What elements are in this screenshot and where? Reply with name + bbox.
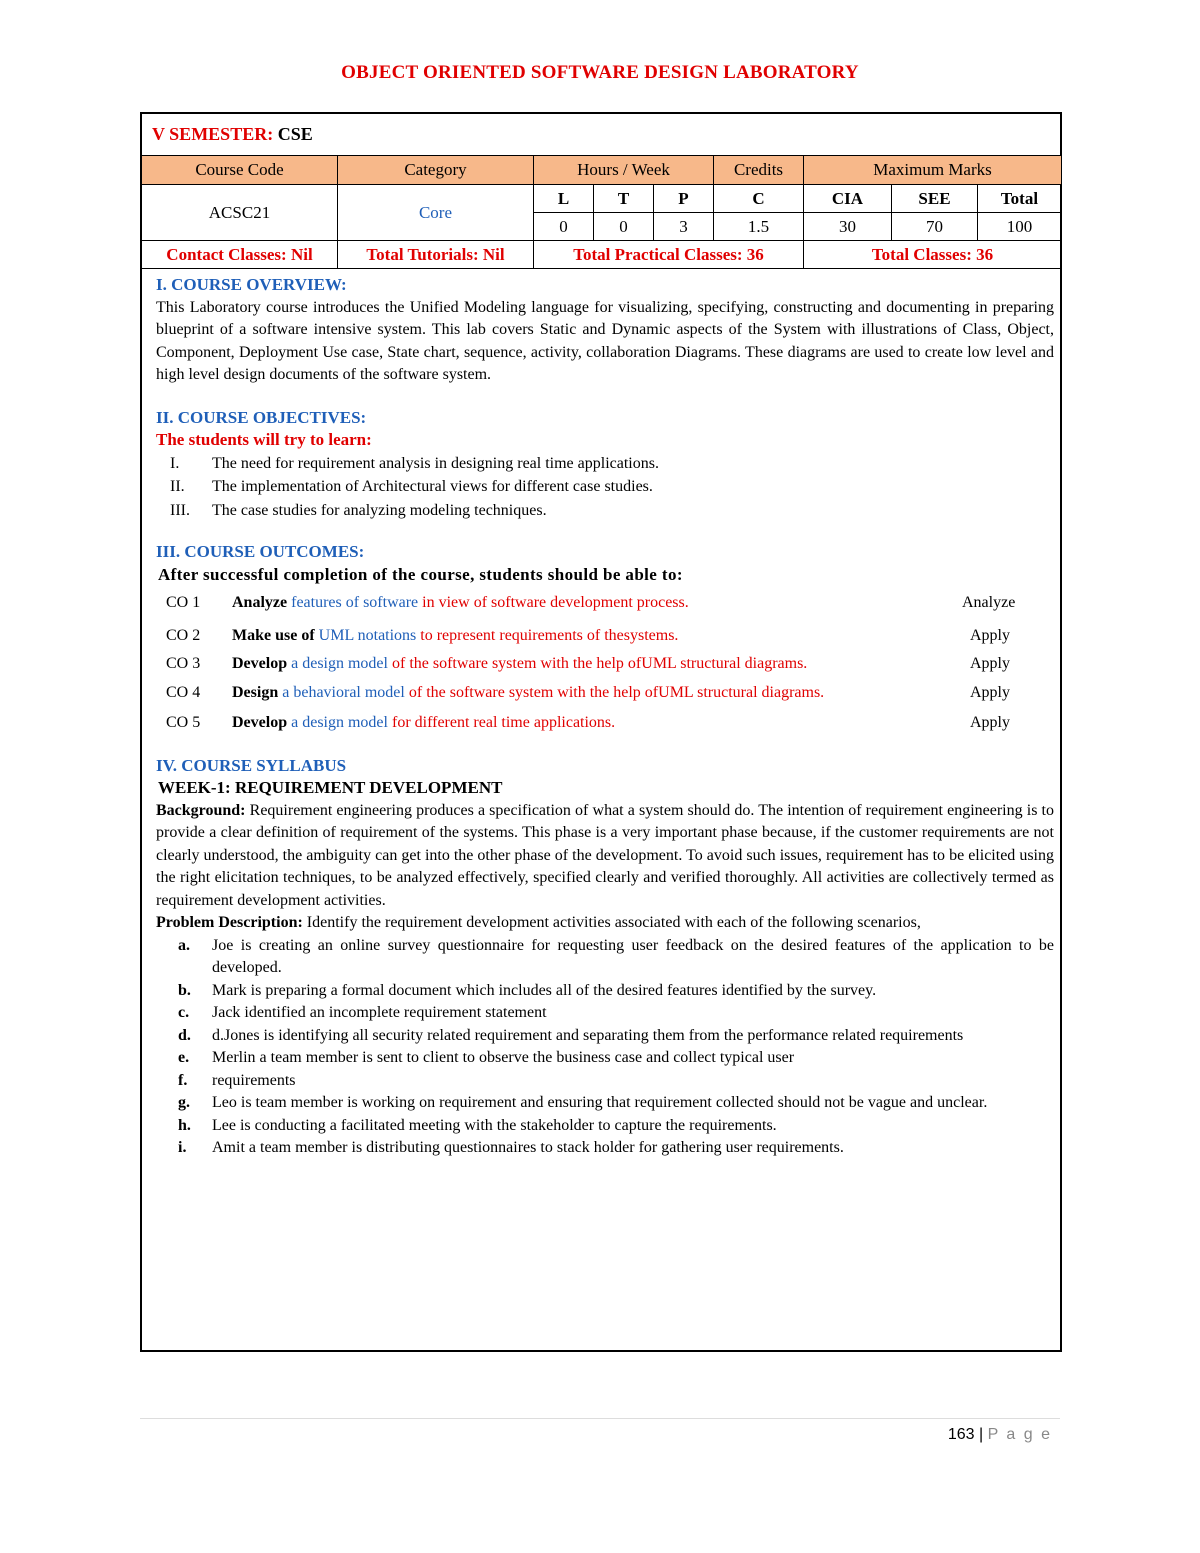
outcomes-heading: III. COURSE OUTCOMES: xyxy=(156,542,365,561)
sub-total: Total xyxy=(978,185,1062,213)
overview-text: This Laboratory course introduces the Unified Modeling language for visualizing, specifying, constructing and documenting in preparing blueprint of a software intensive system. This lab covers Static and Dynamic aspects of the System with illustrations of Class, Object, Component, Deployment Use case, State chart, sequence, activity, collaboration Diagrams. These diagrams are used to create low level and high level design documents of the software system. xyxy=(156,298,1054,383)
scenario-item xyxy=(156,1002,1054,1025)
problem-text: Identify the requirement development activities associated with each of the following scenarios, xyxy=(302,914,921,931)
outcome-item xyxy=(156,592,1054,615)
outcome-rest: of the software system with the help ofUML structural diagrams. xyxy=(404,683,825,701)
footer-separator: | xyxy=(978,1426,984,1443)
scenario-item xyxy=(156,935,1054,980)
scenario-letter: b. xyxy=(178,981,191,999)
outcome-verb: Design xyxy=(232,683,279,701)
scenario-text: Mark is preparing a formal document which includes all of the desired features identified by the survey. xyxy=(212,981,877,999)
outcome-id: CO 1 xyxy=(166,594,201,611)
header-hours: Hours / Week xyxy=(534,156,714,185)
outcome-item xyxy=(156,682,1054,705)
total-practical: Total Practical Classes: 36 xyxy=(534,241,804,269)
table-subheader-row xyxy=(142,185,1062,213)
outcome-level: Apply xyxy=(970,714,1010,731)
val-l: 0 xyxy=(534,213,594,241)
scenario-item xyxy=(156,1092,1054,1115)
objectives-heading: II. COURSE OBJECTIVES: xyxy=(156,407,367,427)
header-max-marks: Maximum Marks xyxy=(804,156,1062,185)
problem-label: Problem Description: xyxy=(156,914,303,931)
val-c: 1.5 xyxy=(714,213,804,241)
scenario-item xyxy=(156,1047,1054,1070)
outcome-item xyxy=(156,712,1054,735)
scenario-text: Amit a team member is distributing questionnaires to stack holder for gathering user requirements. xyxy=(212,1139,844,1156)
scenario-item xyxy=(156,1025,1054,1048)
sub-c: C xyxy=(714,185,804,213)
outcome-id: CO 4 xyxy=(166,683,201,701)
val-p: 3 xyxy=(654,213,714,241)
objective-item xyxy=(156,500,1054,523)
scenario-letter: f. xyxy=(178,1071,188,1089)
scenario-text: Merlin a team member is sent to client to observe the business case and collect typical user xyxy=(212,1049,795,1066)
scenario-text: Joe is creating an online survey questionnaire for requesting user feedback on the desired features of the application to be developed. xyxy=(212,936,1054,976)
page-footer xyxy=(948,1426,1052,1444)
background-paragraph xyxy=(156,800,1054,913)
scenario-text: requirements xyxy=(212,1071,296,1089)
outcome-item xyxy=(156,653,1054,676)
sub-l: L xyxy=(534,185,594,213)
scenario-item xyxy=(156,980,1054,1003)
outcome-item xyxy=(156,625,1054,648)
outcome-verb: Make use of xyxy=(232,626,315,644)
page-title: OBJECT ORIENTED SOFTWARE DESIGN LABORATORY xyxy=(341,62,859,83)
semester-label: V SEMESTER: xyxy=(152,124,274,144)
outcome-level: Apply xyxy=(970,655,1010,672)
course-code-value: ACSC21 xyxy=(142,185,338,241)
val-total: 100 xyxy=(978,213,1062,241)
table-header-row xyxy=(142,156,1062,185)
week-heading: WEEK-1: REQUIREMENT DEVELOPMENT xyxy=(158,778,503,797)
outcome-object: a design model xyxy=(291,714,388,731)
scenario-letter: g. xyxy=(178,1094,190,1111)
scenario-letter: h. xyxy=(178,1116,191,1134)
outcome-rest: for different real time applications. xyxy=(387,714,616,731)
outcomes-intro: After successful completion of the course, students should be able to: xyxy=(158,564,683,584)
semester-line xyxy=(152,124,313,145)
outcome-id: CO 3 xyxy=(166,655,201,672)
outcome-object: a behavioral model xyxy=(282,683,405,701)
scenario-letter: i. xyxy=(178,1139,187,1156)
scenario-item xyxy=(156,1115,1054,1138)
outcome-verb: Analyze xyxy=(232,594,288,611)
header-category: Category xyxy=(338,156,534,185)
semester-value: CSE xyxy=(277,124,313,144)
outcome-level: Apply xyxy=(970,626,1010,644)
outcome-rest: of the software system with the help ofUML structural diagrams. xyxy=(387,655,808,672)
scenario-text: d.Jones is identifying all security related requirement and separating them from the performance related requirements xyxy=(212,1026,964,1044)
header-credits: Credits xyxy=(714,156,804,185)
scenario-letter: e. xyxy=(178,1049,190,1066)
val-t: 0 xyxy=(594,213,654,241)
overview-heading: I. COURSE OVERVIEW: xyxy=(156,275,347,294)
outcome-verb: Develop xyxy=(232,655,288,672)
classes-row xyxy=(142,241,1062,269)
footer-divider xyxy=(140,1418,1060,1419)
outcome-object: UML notations xyxy=(318,626,417,644)
val-cia: 30 xyxy=(804,213,892,241)
outcome-id: CO 2 xyxy=(166,626,201,644)
outcome-rest: to represent requirements of thesystems. xyxy=(416,626,679,644)
background-label: Background: xyxy=(156,801,246,819)
course-content xyxy=(156,274,1054,1160)
contact-classes: Contact Classes: Nil xyxy=(142,241,338,269)
syllabus-heading: IV. COURSE SYLLABUS xyxy=(156,755,347,775)
scenario-item xyxy=(156,1070,1054,1093)
total-classes: Total Classes: 36 xyxy=(804,241,1062,269)
objective-num: III. xyxy=(170,501,190,519)
objective-item xyxy=(156,453,1054,476)
scenario-letter: d. xyxy=(178,1026,191,1044)
objectives-intro: The students will try to learn: xyxy=(156,430,372,449)
objective-text: The implementation of Architectural views for different case studies. xyxy=(212,478,653,495)
outcome-id: CO 5 xyxy=(166,714,201,731)
scenario-text: Leo is team member is working on requirement and ensuring that requirement collected should not be vague and unclear. xyxy=(212,1094,988,1111)
objective-num: II. xyxy=(170,478,185,495)
course-info-table xyxy=(141,155,1062,269)
category-value: Core xyxy=(338,185,534,241)
outcome-rest: in view of software development process. xyxy=(418,594,689,611)
outcome-object: features of software xyxy=(291,594,419,611)
page-number: 163 xyxy=(947,1426,975,1443)
scenario-text: Lee is conducting a facilitated meeting with the stakeholder to capture the requirements. xyxy=(212,1116,777,1134)
outcome-verb: Develop xyxy=(232,714,288,731)
total-tutorials: Total Tutorials: Nil xyxy=(338,241,534,269)
scenario-text: Jack identified an incomplete requirement statement xyxy=(212,1004,547,1021)
page-label: P a g e xyxy=(987,1426,1052,1443)
val-see: 70 xyxy=(892,213,978,241)
sub-p: P xyxy=(654,185,714,213)
scenario-item xyxy=(156,1137,1054,1160)
objective-item xyxy=(156,476,1054,499)
sub-see: SEE xyxy=(892,185,978,213)
background-text: Requirement engineering produces a specification of what a system should do. The intention of requirement engineering is to provide a clear definition of requirement of the systems. This phase is a very important phase because, if the customer requirements are not clearly understood, the ambiguity can get into the other phase of the development. To avoid such issues, requirement has to be elicited using the right elicitation techniques, to be analyzed effectively, specified clearly and verified thoroughly. All activities are collectively termed as requirement development activities. xyxy=(156,801,1054,909)
outcome-level: Apply xyxy=(970,683,1010,701)
sub-cia: CIA xyxy=(804,185,892,213)
outcome-level: Analyze xyxy=(962,594,1016,611)
scenario-letter: c. xyxy=(178,1004,190,1021)
header-course-code: Course Code xyxy=(142,156,338,185)
scenario-letter: a. xyxy=(178,936,190,954)
objective-text: The case studies for analyzing modeling techniques. xyxy=(212,501,547,519)
outcome-object: a design model xyxy=(291,655,388,672)
problem-paragraph xyxy=(156,912,1054,935)
sub-t: T xyxy=(594,185,654,213)
course-frame xyxy=(140,112,1062,1352)
objective-num: I. xyxy=(170,454,180,472)
objective-text: The need for requirement analysis in designing real time applications. xyxy=(212,454,659,472)
